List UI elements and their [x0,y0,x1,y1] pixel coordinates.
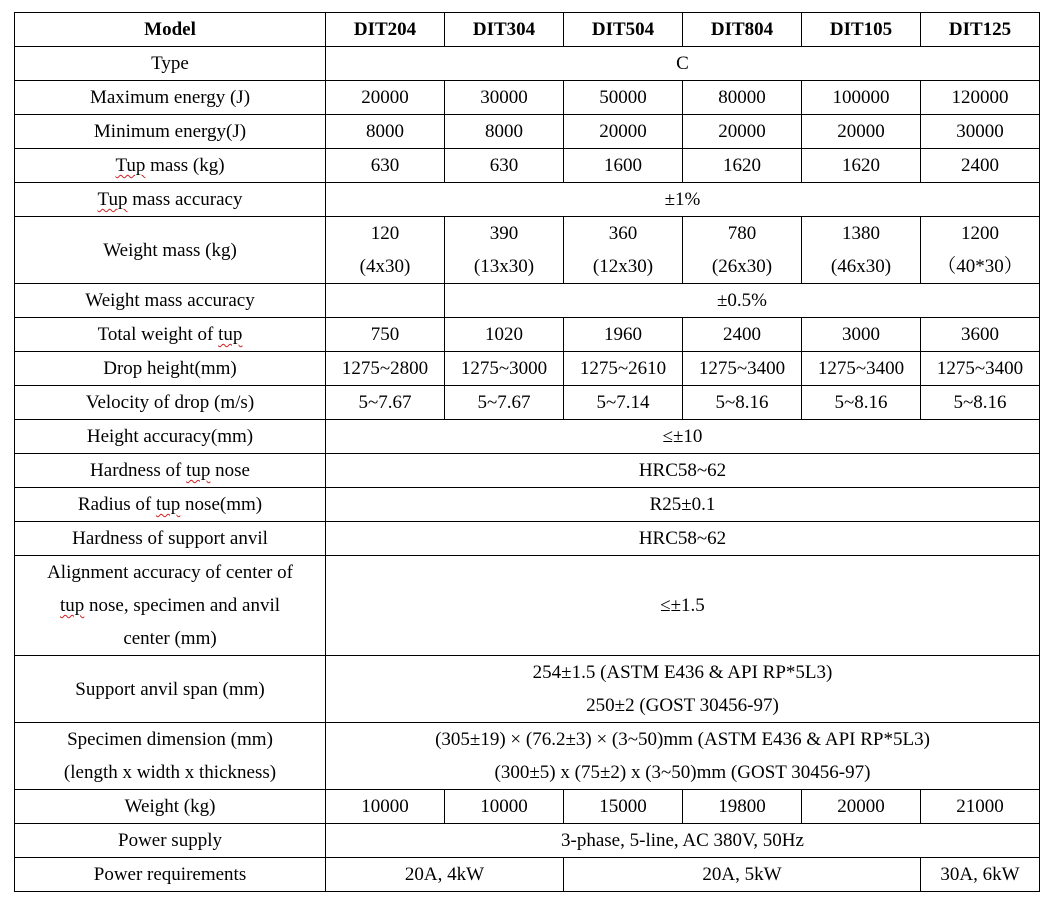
cell: 30A, 6kW [921,858,1040,892]
cell: 8000 [326,115,445,149]
row-label: Velocity of drop (m/s) [15,386,326,420]
row-label: Weight mass (kg) [15,217,326,284]
row-value: ±1% [326,183,1040,217]
row-value: (305±19) × (76.2±3) × (3~50)mm (ASTM E436 & API RP*5L3) (300±5) x (75±2) x (3~50)mm (GOST 30456-97) [326,723,1040,790]
row-value: R25±0.1 [326,488,1040,522]
cell: 1200 （40*30） [921,217,1040,284]
row-power-supply [15,824,1040,858]
header-row [15,13,1040,47]
cell: 1960 [564,318,683,352]
row-type [15,47,1040,81]
row-value: HRC58~62 [326,522,1040,556]
cell: 390 (13x30) [445,217,564,284]
row-label: Hardness of support anvil [15,522,326,556]
cell: 8000 [445,115,564,149]
cell: 780 (26x30) [683,217,802,284]
row-label: Power supply [15,824,326,858]
cell: 1275~3400 [802,352,921,386]
cell: 1600 [564,149,683,183]
cell: 1020 [445,318,564,352]
row-drop-height [15,352,1040,386]
cell: 3000 [802,318,921,352]
cell: 20000 [326,81,445,115]
cell: 3600 [921,318,1040,352]
spellcheck-word: Tup [97,189,128,210]
row-alignment [15,556,1040,656]
row-value: ≤±1.5 [326,556,1040,656]
cell: 30000 [445,81,564,115]
cell: 19800 [683,790,802,824]
spellcheck-word: tup [186,460,211,481]
cell: 5~7.14 [564,386,683,420]
cell: 750 [326,318,445,352]
row-label: Minimum energy(J) [15,115,326,149]
cell: 630 [445,149,564,183]
row-label: Height accuracy(mm) [15,420,326,454]
cell: 20000 [802,790,921,824]
cell: 1275~3400 [921,352,1040,386]
cell: 21000 [921,790,1040,824]
cell: 1620 [802,149,921,183]
row-value: ±0.5% [445,284,1040,318]
row-specimen [15,723,1040,790]
row-height-accuracy [15,420,1040,454]
row-label: Power requirements [15,858,326,892]
cell: 20000 [564,115,683,149]
cell: 2400 [921,149,1040,183]
spellcheck-word: Tup [115,155,146,176]
row-total-weight [15,318,1040,352]
cell: 1620 [683,149,802,183]
spec-table [14,12,1040,892]
row-label: Weight (kg) [15,790,326,824]
cell: 1380 (46x30) [802,217,921,284]
cell: 5~7.67 [326,386,445,420]
cell: 30000 [921,115,1040,149]
row-power-requirements [15,858,1040,892]
row-label: Maximum energy (J) [15,81,326,115]
header-model: DIT125 [921,13,1040,47]
cell: 360 (12x30) [564,217,683,284]
row-weight-mass [15,217,1040,284]
spellcheck-word: tup [59,595,85,616]
header-model: DIT204 [326,13,445,47]
row-support-span [15,656,1040,723]
header-model: DIT105 [802,13,921,47]
cell: 100000 [802,81,921,115]
row-label: Specimen dimension (mm) (length x width x thickness) [15,723,326,790]
row-label: Weight mass accuracy [15,284,326,318]
row-value: HRC58~62 [326,454,1040,488]
header-model: DIT804 [683,13,802,47]
row-tup-mass [15,149,1040,183]
row-value: ≤±10 [326,420,1040,454]
cell: 50000 [564,81,683,115]
empty-cell [326,284,445,318]
row-weight-mass-accuracy [15,284,1040,318]
cell: 5~8.16 [683,386,802,420]
cell: 20000 [802,115,921,149]
cell: 1275~3400 [683,352,802,386]
row-value: 3-phase, 5-line, AC 380V, 50Hz [326,824,1040,858]
row-radius-tup-nose [15,488,1040,522]
cell: 1275~3000 [445,352,564,386]
row-velocity [15,386,1040,420]
row-label: Radius of tup nose(mm) [15,488,326,522]
row-value: 254±1.5 (ASTM E436 & API RP*5L3) 250±2 (GOST 30456-97) [326,656,1040,723]
cell: 15000 [564,790,683,824]
cell: 20A, 5kW [564,858,921,892]
cell: 5~7.67 [445,386,564,420]
cell: 80000 [683,81,802,115]
row-label: Total weight of tup [15,318,326,352]
cell: 1275~2800 [326,352,445,386]
header-model: DIT304 [445,13,564,47]
cell: 2400 [683,318,802,352]
cell: 120 (4x30) [326,217,445,284]
row-weight [15,790,1040,824]
row-hardness-anvil [15,522,1040,556]
cell: 5~8.16 [802,386,921,420]
row-label: Tup mass (kg) [15,149,326,183]
header-model-label: Model [15,13,326,47]
cell: 10000 [326,790,445,824]
cell: 20A, 4kW [326,858,564,892]
cell: 120000 [921,81,1040,115]
cell: 20000 [683,115,802,149]
cell: 5~8.16 [921,386,1040,420]
cell: 1275~2610 [564,352,683,386]
cell: 10000 [445,790,564,824]
row-label: Hardness of tup nose [15,454,326,488]
row-label: Tup mass accuracy [15,183,326,217]
row-label: Alignment accuracy of center of tup nose, specimen and anvil center (mm) [15,556,326,656]
cell: 630 [326,149,445,183]
row-max-energy [15,81,1040,115]
spellcheck-word: tup [218,324,243,345]
row-min-energy [15,115,1040,149]
row-label: Drop height(mm) [15,352,326,386]
row-tup-mass-accuracy [15,183,1040,217]
row-hardness-tup-nose [15,454,1040,488]
row-label: Support anvil span (mm) [15,656,326,723]
row-label: Type [15,47,326,81]
header-model: DIT504 [564,13,683,47]
spellcheck-word: tup [156,494,181,515]
row-value: C [326,47,1040,81]
